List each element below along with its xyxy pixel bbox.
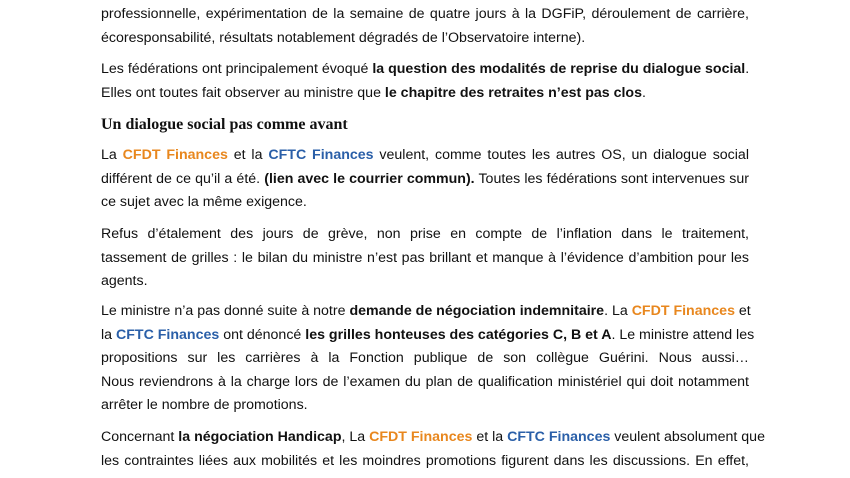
text-span: . [745,61,750,77]
cftc-finances-label: CFTC Finances [268,147,374,163]
paragraph-dialogue [101,144,749,215]
text-line: tassement de grilles : le bilan du ministre n’est pas brillant et manque à l’évidence d’ambition pour les [101,249,749,266]
text-span: La [101,147,123,163]
text-line: Nous reviendrons à la charge lors de l’examen du plan de qualification ministériel qui doit notamment [101,373,749,390]
bold-text: les grilles honteuses des catégories C, B et A [305,326,612,343]
text-span: et [734,303,751,319]
bold-text: la négociation Handicap [178,429,342,445]
text-span: et la [227,147,269,163]
cfdt-finances-label: CFDT Finances [369,429,473,445]
text-line: agents. [101,273,148,289]
text-span: , La [341,429,370,445]
text-line [101,82,749,106]
text-line [101,426,765,450]
text-span: . La [604,303,632,319]
text-span: Toutes les fédérations sont intervenues sur [474,170,749,187]
paragraph-bilan [101,223,749,294]
paragraph-handicap [101,426,765,473]
bold-text: (lien avec le courrier commun). [264,170,475,187]
text-line [101,168,749,192]
paragraph-negociation [101,300,755,418]
cftc-finances-label: CFTC Finances [507,429,611,445]
text-span: Le ministre n’a pas donné suite à notre [101,303,350,319]
text-line: écoresponsabilité, résultats notablement dégradés de l’Observatoire interne). [101,29,586,46]
text-span: ont dénoncé [219,326,306,343]
text-line: professionnelle, expérimentation de la semaine de quatre jours à la DGFiP, déroulement de carrière, [101,6,749,22]
bold-text: le chapitre des retraites n’est pas clos [384,84,642,101]
cftc-finances-label: CFTC Finances [115,326,220,343]
text-line: Refus d’étalement des jours de grève, non prise en compte de l’inflation dans le traitement, [101,226,749,242]
text-line [101,300,749,324]
paragraph-intro-end [101,3,749,50]
text-span: différent de ce qu’il a été. [101,170,265,187]
text-span: Concernant [101,429,179,445]
text-span: veulent, comme toutes les autres OS, un dialogue social [373,147,749,163]
text-line: propositions sur les carrières à la Fonction publique de son collègue Guérini. Nous aussi… [101,350,749,366]
section-heading: Un dialogue social pas comme avant [101,116,348,133]
text-line [101,144,749,168]
text-span: Elles ont toutes fait observer au ministre que [101,84,385,101]
cfdt-finances-label: CFDT Finances [631,303,735,319]
text-line: les contraintes liées aux mobilités et les moindres promotions figurent dans les discussions. En effet, [101,452,749,469]
text-span: la [101,326,116,343]
text-span: et la [472,429,508,445]
bold-text: la question des modalités de reprise du dialogue social [372,61,746,77]
text-line [101,324,755,348]
bold-text: demande de négociation indemnitaire [349,303,605,319]
paragraph-federations [101,58,749,105]
text-line: arrêter le nombre de promotions. [101,397,308,413]
text-span: . [641,84,646,101]
cfdt-finances-label: CFDT Finances [122,147,228,163]
text-span: veulent absolument que [610,429,765,445]
text-span: Les fédérations ont principalement évoqué [101,61,373,77]
text-line: ce sujet avec la même exigence. [101,194,307,210]
text-span: . Le ministre attend les [611,326,755,343]
text-line [101,58,749,82]
